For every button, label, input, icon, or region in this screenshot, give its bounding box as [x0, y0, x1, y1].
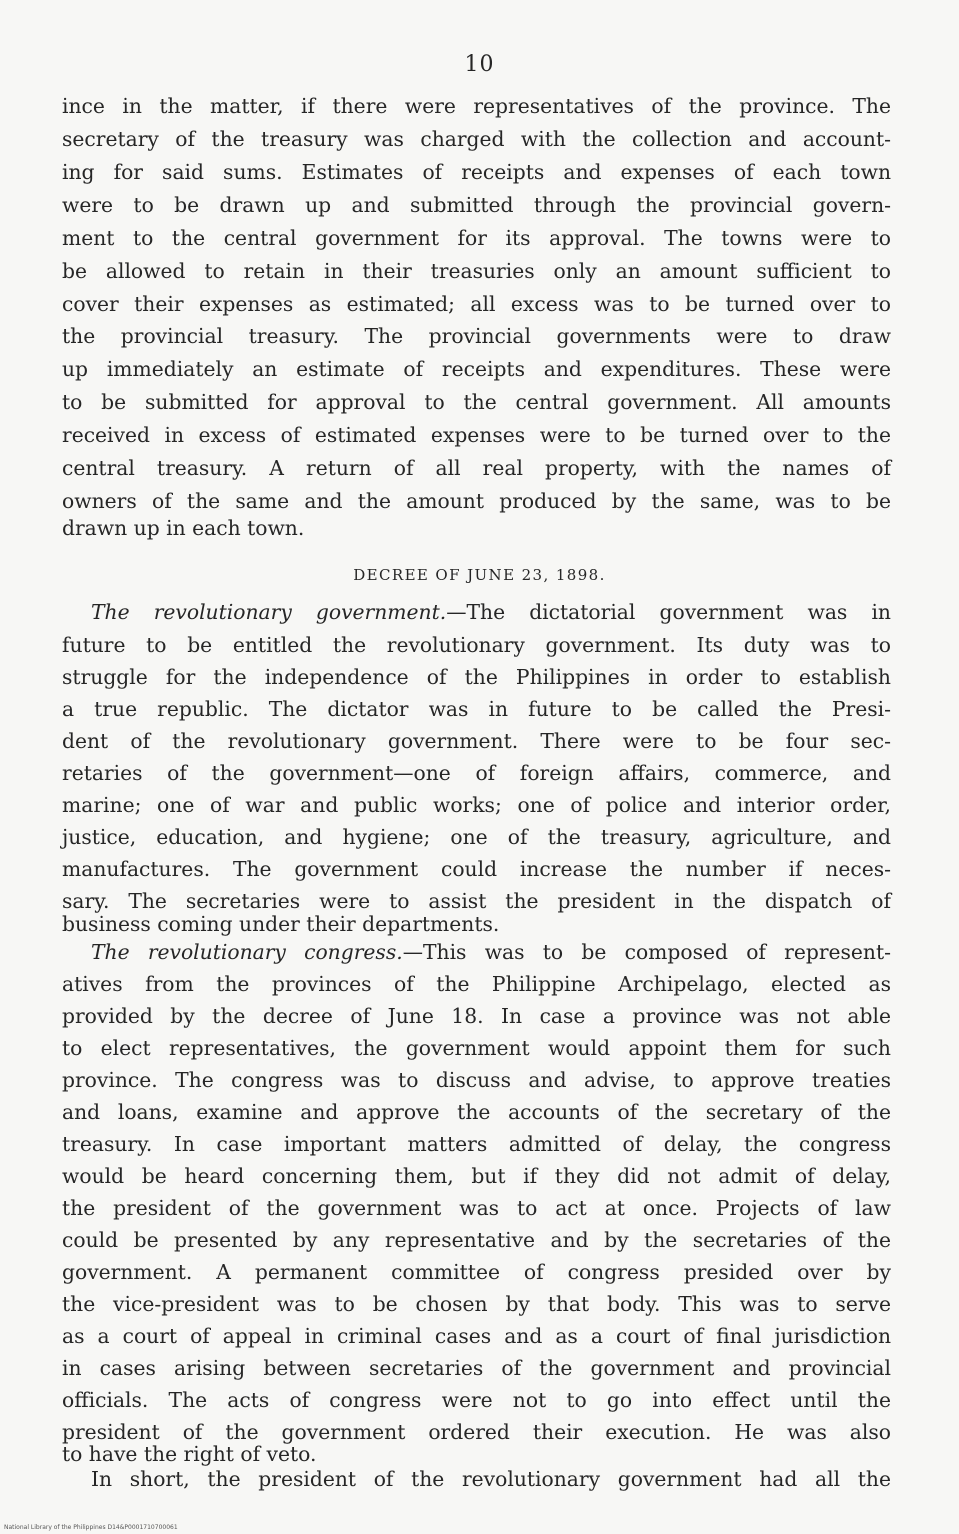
text-line: sary. The secretaries were to assist the president in the dispatch of [62, 889, 891, 913]
text-line: could be presented by any representative and by the secretaries of the [62, 1228, 891, 1252]
text-line: atives from the provinces of the Philippine Archipelago, elected as [62, 972, 891, 996]
text-line: province. The congress was to discuss and advise, to approve treaties [62, 1068, 891, 1092]
text-line: ment to the central government for its approval. The towns were to [62, 226, 891, 250]
text-line: retaries of the government—one of foreign affairs, commerce, and [62, 761, 891, 785]
text-line: and loans, examine and approve the accounts of the secretary of the [62, 1100, 891, 1124]
text-line: marine; one of war and public works; one of police and interior order, [62, 793, 891, 817]
text-line: a true republic. The dictator was in future to be called the Presi- [62, 697, 891, 721]
text-line: In short, the president of the revolutionary government had all the [91, 1467, 891, 1491]
section-heading: DECREE OF JUNE 23, 1898. [353, 566, 606, 584]
archive-footer: National Library of the Philippines D14&P0001710700061 [4, 1524, 178, 1531]
text-line: central treasury. A return of all real property, with the names of [62, 456, 891, 480]
text-line: in cases arising between secretaries of the government and provincial [62, 1356, 891, 1380]
text-line: dent of the revolutionary government. There were to be four sec- [62, 729, 891, 753]
paragraph-first-line [91, 938, 891, 966]
text-line: the provincial treasury. The provincial governments were to draw [62, 324, 891, 348]
paragraph-heading: The revolutionary government. [91, 600, 447, 624]
text-line: officials. The acts of congress were not to go into effect until the [62, 1388, 891, 1412]
text-line: president of the government ordered their execution. He was also [62, 1420, 891, 1444]
text-line: drawn up in each town. [62, 516, 305, 540]
text-line: up immediately an estimate of receipts and expenditures. These were [62, 357, 891, 381]
text-line: justice, education, and hygiene; one of the treasury, agriculture, and [62, 825, 891, 849]
text-line: owners of the same and the amount produced by the same, was to be [62, 489, 891, 513]
text-line: government. A permanent committee of congress presided over by [62, 1260, 891, 1284]
text-line: ing for said sums. Estimates of receipts and expenses of each town [62, 160, 891, 184]
text-line: provided by the decree of June 18. In case a province was not able [62, 1004, 891, 1028]
text-line: manufactures. The government could increase the number if neces- [62, 857, 891, 881]
text-line: would be heard concerning them, but if they did not admit of delay, [62, 1164, 891, 1188]
text-line: business coming under their departments. [62, 912, 500, 936]
text-line: treasury. In case important matters admitted of delay, the congress [62, 1132, 891, 1156]
text-line: —The dictatorial government was in [446, 600, 891, 624]
text-line: be allowed to retain in their treasuries only an amount sufficient to [62, 259, 891, 283]
text-line: the vice-president was to be chosen by that body. This was to serve [62, 1292, 891, 1316]
text-line: received in excess of estimated expenses were to be turned over to the [62, 423, 891, 447]
text-line: as a court of appeal in criminal cases and as a court of final jurisdiction [62, 1324, 891, 1348]
text-line: secretary of the treasury was charged with the collection and account- [62, 127, 891, 151]
page-number: 10 [464, 52, 495, 77]
text-line: to have the right of veto. [62, 1442, 317, 1466]
paragraph-first-line [91, 598, 891, 626]
paragraph-heading: The revolutionary congress. [91, 940, 403, 964]
text-line: to be submitted for approval to the central government. All amounts [62, 390, 891, 414]
text-line: struggle for the independence of the Philippines in order to establish [62, 665, 891, 689]
text-line: the president of the government was to act at once. Projects of law [62, 1196, 891, 1220]
text-line: were to be drawn up and submitted through the provincial govern- [62, 193, 891, 217]
text-line: —This was to be composed of represent- [402, 940, 891, 964]
text-line: future to be entitled the revolutionary government. Its duty was to [62, 633, 891, 657]
text-line: ince in the matter, if there were representatives of the province. The [62, 94, 891, 118]
text-line: cover their expenses as estimated; all excess was to be turned over to [62, 292, 891, 316]
text-line: to elect representatives, the government would appoint them for such [62, 1036, 891, 1060]
